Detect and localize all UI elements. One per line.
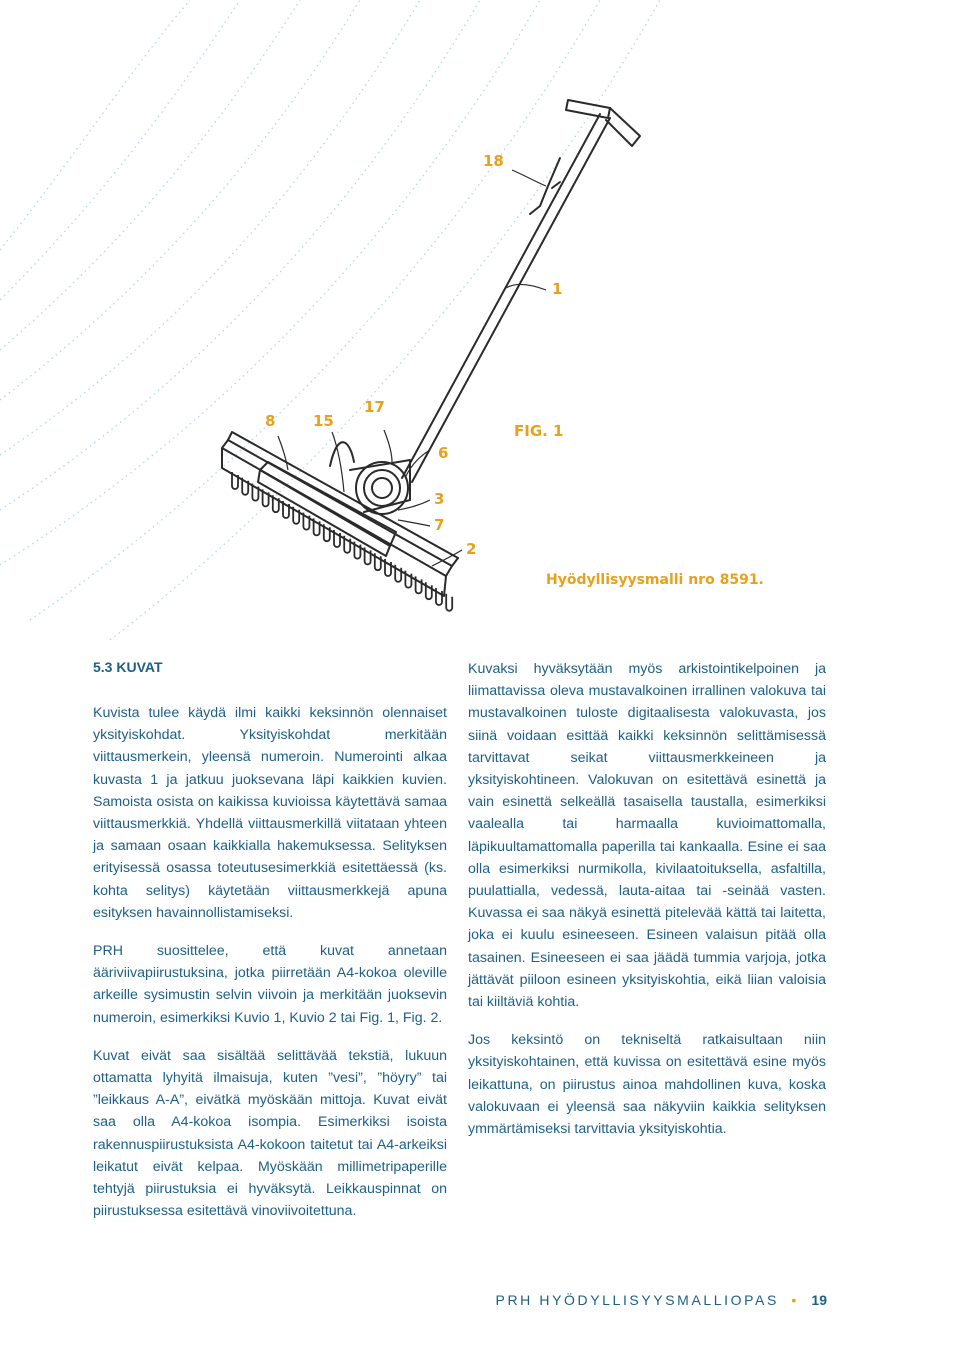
- rake-tooth: [344, 536, 350, 553]
- rake-tooth: [324, 524, 330, 541]
- rake-tooth: [405, 571, 411, 588]
- reference-numeral-17: 17: [364, 398, 385, 416]
- rake-tooth: [293, 507, 299, 524]
- left-paragraph-2: PRH suosittelee, että kuvat annetaan ääriviivapiirustuksina, jotka piirretään A4-kokoa oleville arkeille sysimustin selvin viivoin ja merkitään juoksevin numeroin, esimerkiksi Kuvio 1, Kuvio 2 tai Fig. 1, Fig. 2.: [93, 943, 447, 1026]
- footer-separator: •: [791, 1292, 799, 1308]
- rake-tooth: [375, 553, 381, 570]
- reference-numeral-8: 8: [265, 412, 276, 430]
- reference-numeral-1: 1: [552, 280, 563, 298]
- rake-tooth: [395, 565, 401, 582]
- rake-tooth: [303, 513, 309, 530]
- right-paragraph-1: Kuvaksi hyväksytään myös arkistointikelpoinen ja liimattavissa oleva mustavalkoinen irrallinen valokuva tai mustavalkoinen tuloste digitaalisesta valokuvasta, jos siinä voidaan esittää kaikki keksinnön selittämisessä tarvittavat seikat viittausmerkkeineen ja yksityiskohtineen. Valokuvan on esitettävä esinettä ja vain esinettä selkeällä tasaisella taustalla, esimerkiksi vaalealla tai harmaalla kuvioimattomalla, läpikuultamattomalla paperilla tai kankaalla. Esine ei saa olla esimerkiksi nurmikolla, kivilaatoituksella, asfaltilla, puulattialla, vedessä, lauta-aitaa tai -seinää vasten. Kuvassa ei saa näkyä esinettä pitelevää kättä tai laitetta, joka ei kuulu esineeseen. Esineen valaisun pitää olla tasainen. Esineeseen ei saa jäädä tummia varjoja, jotka jättävät piiloon esineen yksityiskohtia, eikä liian valoisia tai kiiltäviä kohtia.: [468, 661, 826, 1011]
- section-title: 5.3 KUVAT: [93, 659, 163, 675]
- left-text-column: [93, 702, 447, 1238]
- reference-numeral-7: 7: [434, 516, 445, 534]
- left-paragraph-3: Kuvat eivät saa sisältää selittävää tekstiä, lukuun ottamatta lyhyitä ilmaisuja, kuten ”vesi”, ”höyry” tai ”leikkaus A-A”, eivätkä myöskään mittoja. Kuvat eivät saa olla A4-kokoa isompia. Esimerkiksi isoista rakennuspiirustuksista A4-kokoon taitetut tai A4-arkeiksi leikatut eivät kelpaa. Myöskään millimetripaperille tehtyjä piirustuksia ei hyväksytä. Leikkauspinnat on piirustuksessa esitettävä vinoviivoitettuna.: [93, 1047, 447, 1220]
- reference-numeral-18: 18: [483, 152, 504, 170]
- rake-tooth: [446, 594, 452, 611]
- rake-tooth: [416, 576, 422, 593]
- rake-tooth: [354, 542, 360, 559]
- figure-number: FIG. 1: [514, 422, 564, 440]
- patent-drawing-rake: [0, 0, 960, 640]
- figure-caption: Hyödyllisyysmalli nro 8591.: [546, 572, 764, 588]
- rake-tooth: [385, 559, 391, 576]
- rake-tooth: [426, 582, 432, 599]
- page-footer: [496, 1292, 827, 1308]
- rake-tooth: [283, 501, 289, 518]
- rake-tooth: [314, 518, 320, 535]
- reference-numeral-15: 15: [313, 412, 334, 430]
- rake-tooth: [365, 547, 371, 564]
- right-paragraph-2: Jos keksintö on tekniseltä ratkaisultaan niin yksityiskohtainen, että kuvissa on esitettävä esine myös leikattuna, on piirustus ainoa mahdollinen kuva, koska valokuvaan ei yleensä saa näkyviin kaikkia selityksen ymmärtämiseksi tarvittavia yksityiskohtia.: [468, 1032, 826, 1138]
- right-text-column: [468, 658, 826, 1156]
- page-number: 19: [811, 1292, 827, 1308]
- rake-tooth: [334, 530, 340, 547]
- reference-numeral-6: 6: [438, 444, 449, 462]
- rake-tooth: [263, 489, 269, 506]
- footer-title: PRH HYÖDYLLISYYSMALLIOPAS: [495, 1292, 779, 1308]
- reference-numeral-2: 2: [466, 540, 477, 558]
- reference-numeral-3: 3: [434, 490, 445, 508]
- left-paragraph-1: Kuvista tulee käydä ilmi kaikki keksinnön olennaiset yksityiskohdat. Yksityiskohdat merkitään viittausmerkein, yleensä numeroin. Numerointi alkaa kuvasta 1 ja jatkuu juoksevana läpi kaikkien kuvien. Samoista osista on kaikissa kuvioissa käytettävä samaa viittausmerkkiä. Yhdellä viittausmerkillä viitataan yhteen ja samaan osaan kaikkialla hakemuksessa. Selityksen erityisessä osassa toteutusesimerkkiä esitettäessä (ks. kohta selitys) käytetään viittausmerkkejä apuna esityksen havainnollistamiseksi.: [93, 705, 447, 921]
- rake-tooth: [273, 495, 279, 512]
- rake-tooth: [436, 588, 442, 605]
